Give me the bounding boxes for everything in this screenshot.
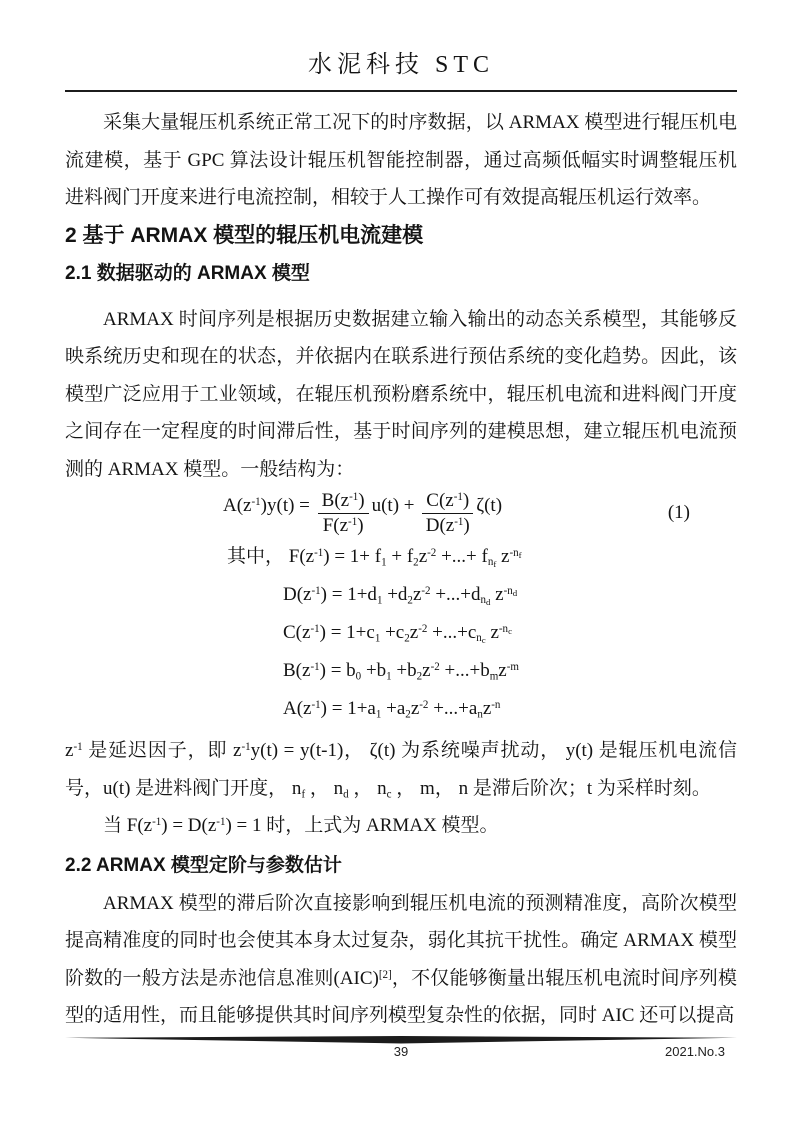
formula-d-polynomial: $D(z^{-1}) = 1+d_1 +d_2z^{-2} +...+d_{n_d}$ $z^{-n_d}$ xyxy=(283,584,518,608)
header-rule xyxy=(65,90,737,92)
intro-paragraph: 采集大量辊压机系统正常工况下的时序数据，以 ARMAX 模型进行辊压机电流建模，基于 GPC 算法设计辊压机智能控制器，通过高频低幅实时调整辊压机进料阀门开度来进行电流控制，相较于人工操作可有效提高辊压机运行效率。 xyxy=(65,112,737,208)
equation-1-body: $A(z^{-1})y(t)$ = $\frac{B(z^{-1})}{F(z^{-1})}$ u(t) + $\frac{C(z^{-1})}{D(z^{-1})}$ ζ(t) xyxy=(223,489,503,536)
equation-1 xyxy=(65,488,737,538)
page-content xyxy=(65,0,737,1035)
formula-c-polynomial: $C(z^{-1}) = 1+c_1 +c_2z^{-2} +...+c_{n_c}$ $z^{-n_c}$ xyxy=(283,622,512,646)
journal-title: 水泥科技 STC xyxy=(307,52,494,78)
footer xyxy=(65,1044,737,1062)
formula-where-f: 其中， $F(z^{-1}) = 1+ f_1 + f_2z^{-2}$ +...+ $f_{n_f}$ $z^{-n_f}$ xyxy=(227,546,522,570)
formula-b-polynomial: $B(z^{-1}) = b_0 +b_1 +b_2z^{-2} +...+b_mz^{-m}$ xyxy=(283,660,519,683)
formula-a-polynomial: $A(z^{-1}) = 1+a_1 +a_2z^{-2} +...+a_nz^{-n}$ xyxy=(283,698,501,721)
armax-intro-paragraph: ARMAX 时间序列是根据历史数据建立输入输出的动态关系模型，其能够反映系统历史和现在的状态，并依据内在联系进行预估系统的变化趋势。因此，该模型广泛应用于工业领域，在辊压机预粉磨系统中，辊压机电流和进料阀门开度之间存在一定程度的时间滞后性，基于时间序列的建模思想，建立辊压机电流预测的 ARMAX 模型。一般结构为： xyxy=(65,308,737,480)
section-heading-2: 2 基于 ARMAX 模型的辊压机电流建模 xyxy=(65,223,424,247)
footer-tapered-rule xyxy=(65,1036,737,1044)
issue-label: 2021.No.3 xyxy=(665,1044,725,1059)
equation-1-number: (1) xyxy=(667,502,690,523)
order-selection-paragraph: ARMAX 模型的滞后阶次直接影响到辊压机电流的预测精准度，高阶次模型提高精准度的同时也会使其本身太过复杂，弱化其抗干扰性。确定 ARMAX 模型阶数的一般方法是赤池信息准则(AIC)[2]，不仅能够衡量出辊压机电流时间序列模型的适用性，而且能够提供其时间序列模型复杂性的依据，同时 AIC 还可以提高 xyxy=(65,892,737,1026)
variable-definitions-paragraph: $z^{-1}$ 是延迟因子，即 $z^{-1}y(t) = y(t-1)$， ζ(t) 为系统噪声扰动， y(t) 是辊压机电流信号，u(t) 是进料阀门开度， $n_f$ ， $n_d$ ， $n_c$ ， m， n 是滞后阶次；t 为采样时刻。 xyxy=(65,740,737,800)
armax-condition-paragraph: 当 $F(z^{-1}) = D(z^{-1}) = 1$ 时，上式为 ARMAX 模型。 xyxy=(103,815,499,836)
page-number: 39 xyxy=(393,1044,409,1059)
section-heading-2-1: 2.1 数据驱动的 ARMAX 模型 xyxy=(65,262,310,284)
section-heading-2-2: 2.2 ARMAX 模型定阶与参数估计 xyxy=(65,854,342,876)
